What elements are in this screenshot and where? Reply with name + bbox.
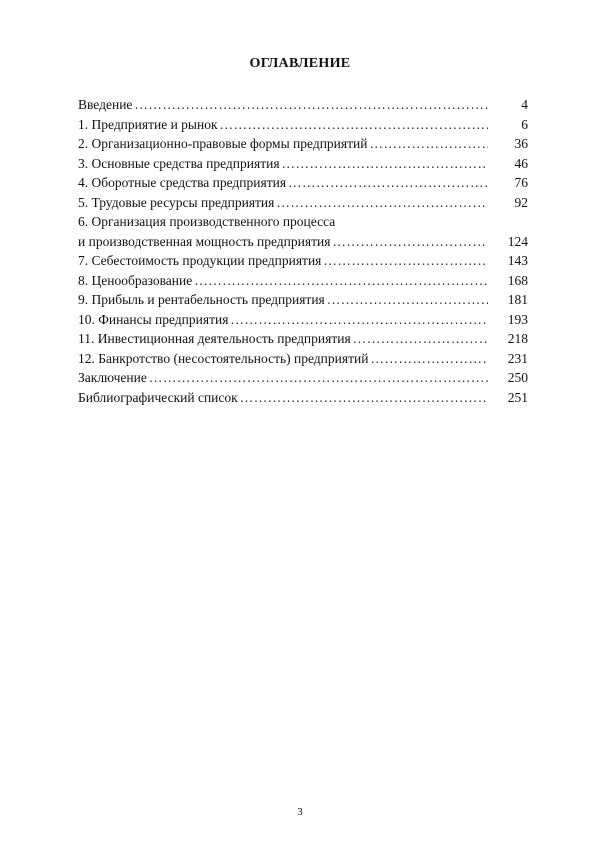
dot-leader: [327, 290, 488, 310]
toc-entry-label: 11. Инвестиционная деятельность предприятия: [78, 331, 351, 346]
toc-entry-page: 6: [521, 116, 528, 132]
toc-entry-page: 143: [507, 253, 528, 268]
toc-entry-label: 10. Финансы предприятия: [78, 311, 229, 327]
toc-entry-label: 6. Организация производственного процесса: [78, 214, 336, 229]
dot-leader: [220, 115, 488, 135]
dot-leader: [194, 271, 488, 291]
toc-entry-page: 124: [507, 233, 528, 249]
toc-entry-chapter-5: [78, 193, 528, 213]
toc-entry-label: и производственная мощность предприятия: [78, 233, 331, 249]
toc-entry-introduction: [78, 95, 528, 115]
toc-entry-page: 36: [514, 136, 528, 151]
toc-entry-page: 92: [514, 194, 528, 210]
dot-leader: [134, 95, 488, 115]
toc-entry-page: 193: [507, 311, 528, 327]
toc-entry-chapter-11: [78, 329, 528, 349]
toc-entry-chapter-9: [78, 290, 528, 310]
toc-entry-chapter-3: [78, 154, 528, 174]
toc-entry-label: 3. Основные средства предприятия: [78, 155, 280, 171]
dot-leader: [353, 329, 488, 349]
dot-leader: [240, 388, 488, 408]
toc-entry-conclusion: [78, 368, 528, 388]
toc-entry-label: 2. Организационно-правовые формы предприятий: [78, 136, 368, 151]
toc-entry-label: 9. Прибыль и рентабельность предприятия: [78, 292, 325, 307]
dot-leader: [369, 134, 488, 154]
toc-entry-page: 46: [514, 155, 528, 171]
toc-entry-label: Введение: [78, 97, 133, 112]
dot-leader: [323, 251, 488, 271]
toc-entry-page: 250: [507, 370, 528, 385]
dot-leader: [370, 349, 488, 369]
toc-entry-chapter-10: [78, 310, 528, 330]
toc-entry-chapter-1: [78, 115, 528, 135]
toc-entry-chapter-8: [78, 271, 528, 291]
toc-entry-page: 168: [507, 272, 528, 288]
toc-entry-page: 4: [521, 97, 528, 112]
toc-entry-chapter-2: [78, 134, 528, 154]
toc-entry-label: Библиографический список: [78, 389, 238, 405]
page-number: 3: [297, 806, 303, 818]
toc-entry-label: 7. Себестоимость продукции предприятия: [78, 253, 322, 268]
toc-entry-page: 231: [507, 350, 528, 366]
toc-entry-chapter-12: [78, 349, 528, 369]
toc-entry-bibliography: [78, 388, 528, 408]
table-of-contents: [78, 95, 528, 407]
toc-entry-label: Заключение: [78, 370, 147, 385]
toc-entry-label: 4. Оборотные средства предприятия: [78, 175, 287, 190]
dot-leader: [276, 193, 488, 213]
toc-title: ОГЛАВЛЕНИЕ: [249, 56, 351, 71]
toc-entry-page: 218: [507, 331, 528, 346]
dot-leader: [288, 173, 488, 193]
toc-entry-page: 76: [514, 175, 528, 190]
toc-entry-chapter-6-line-1: [78, 212, 528, 232]
dot-leader: [282, 154, 488, 174]
toc-entry-chapter-7: [78, 251, 528, 271]
toc-entry-chapter-6-line-2: [78, 232, 528, 252]
toc-entry-label: 5. Трудовые ресурсы предприятия: [78, 194, 275, 210]
toc-entry-label: 1. Предприятие и рынок: [78, 116, 218, 132]
dot-leader: [149, 368, 488, 388]
dot-leader: [332, 232, 488, 252]
toc-entry-chapter-4: [78, 173, 528, 193]
dot-leader: [230, 310, 488, 330]
toc-entry-page: 181: [507, 292, 528, 307]
toc-entry-label: 12. Банкротство (несостоятельность) предприятий: [78, 350, 369, 366]
toc-entry-label: 8. Ценообразование: [78, 272, 193, 288]
toc-entry-page: 251: [507, 389, 528, 405]
